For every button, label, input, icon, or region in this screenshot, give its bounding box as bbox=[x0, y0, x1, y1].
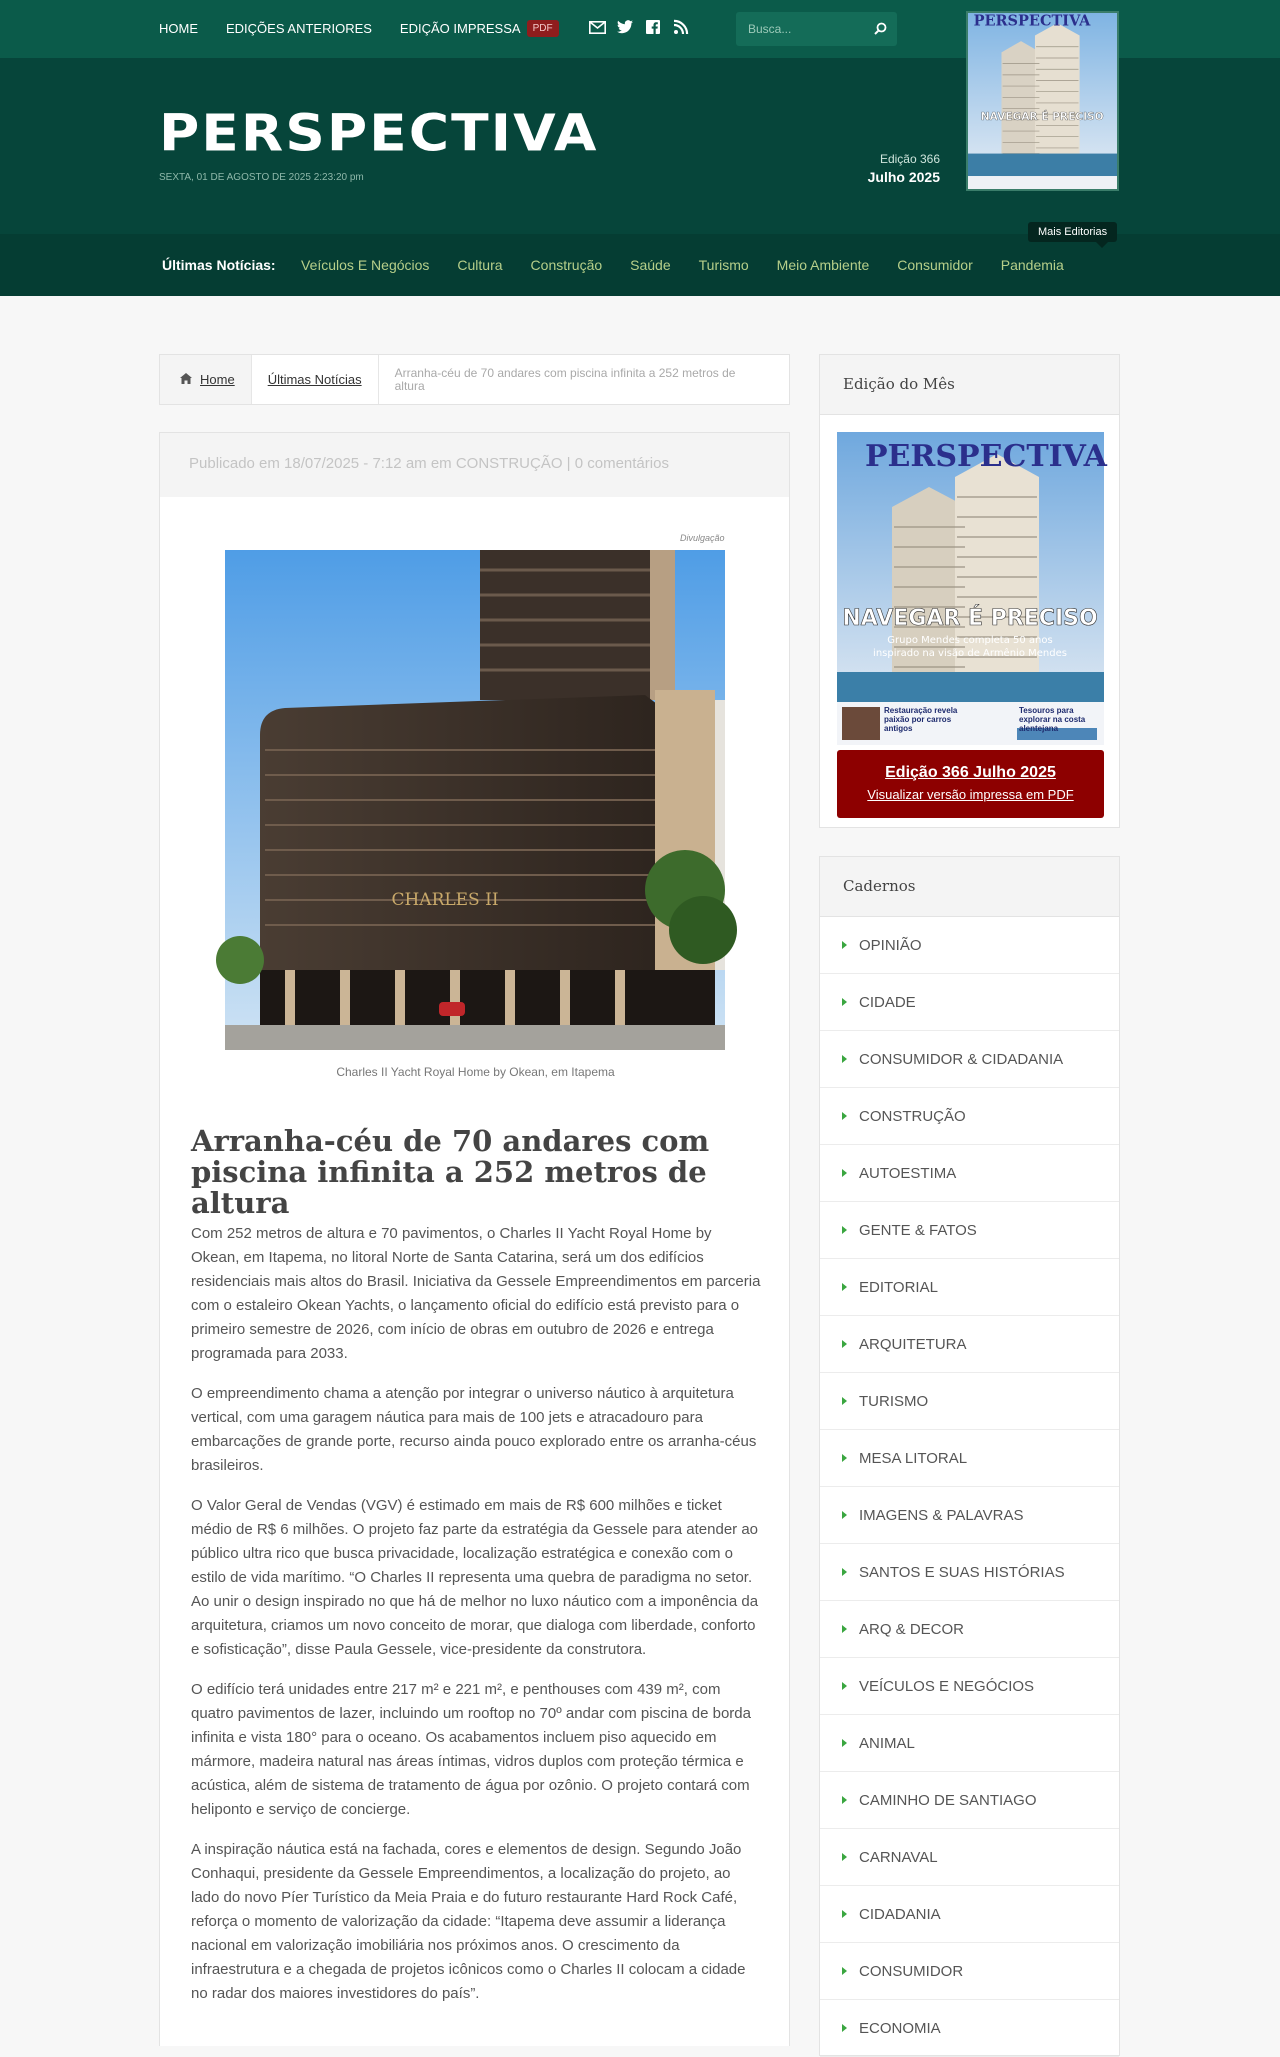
section-link[interactable] bbox=[820, 974, 1119, 1031]
section-link-label: ARQUITETURA bbox=[859, 1335, 967, 1353]
arrow-right-icon bbox=[842, 1055, 847, 1063]
cover-thumb-headline: NAVEGAR É PRECISO bbox=[980, 109, 1104, 123]
latest-news-bar bbox=[0, 234, 1280, 296]
section-link[interactable] bbox=[820, 1715, 1119, 1772]
cover-thumb-masthead: PERSPECTIVA bbox=[973, 12, 1091, 30]
cover-subline-1: Grupo Mendes completa 50 anos bbox=[887, 635, 1053, 646]
category-links bbox=[301, 257, 1092, 273]
section-link-label: GENTE & FATOS bbox=[859, 1221, 977, 1239]
section-link[interactable] bbox=[820, 1259, 1119, 1316]
section-link-label: CAMINHO DE SANTIAGO bbox=[859, 1791, 1037, 1809]
view-pdf-button[interactable] bbox=[837, 750, 1104, 818]
section-link[interactable] bbox=[820, 1088, 1119, 1145]
section-link-label: CONSUMIDOR & CIDADANIA bbox=[859, 1050, 1064, 1068]
section-link[interactable] bbox=[820, 1829, 1119, 1886]
section-link-label: MESA LITORAL bbox=[859, 1449, 968, 1467]
edition-number: Edição 366 bbox=[879, 152, 940, 166]
arrow-right-icon bbox=[842, 998, 847, 1006]
category-link[interactable]: Veículos E Negócios bbox=[301, 257, 430, 273]
arrow-right-icon bbox=[842, 1340, 847, 1348]
image-caption: Charles II Yacht Royal Home by Okean, em Itapema bbox=[336, 1065, 615, 1079]
top-nav bbox=[159, 20, 559, 37]
section-link[interactable] bbox=[820, 1145, 1119, 1202]
section-link[interactable] bbox=[820, 2000, 1119, 2057]
category-link[interactable]: Consumidor bbox=[897, 257, 973, 273]
category-link[interactable]: Meio Ambiente bbox=[776, 257, 870, 273]
section-link-label: OPINIÃO bbox=[859, 936, 922, 954]
rss-icon[interactable] bbox=[672, 18, 690, 36]
section-link[interactable] bbox=[820, 917, 1119, 974]
section-link-label: ECONOMIA bbox=[859, 2019, 941, 2037]
section-link[interactable] bbox=[820, 1544, 1119, 1601]
arrow-right-icon bbox=[842, 941, 847, 949]
arrow-right-icon bbox=[842, 1910, 847, 1918]
mail-icon[interactable] bbox=[588, 18, 606, 36]
photo-credit: Divulgação bbox=[680, 533, 725, 543]
arrow-right-icon bbox=[842, 1967, 847, 1975]
section-link[interactable] bbox=[820, 1943, 1119, 2000]
breadcrumb bbox=[159, 354, 790, 405]
widget-title: Cadernos bbox=[820, 857, 1119, 917]
category-link[interactable]: Construção bbox=[530, 257, 603, 273]
arrow-right-icon bbox=[842, 1739, 847, 1747]
article-meta: Publicado em 18/07/2025 - 7:12 am em CONSTRUÇÃO | 0 comentários bbox=[160, 433, 789, 497]
breadcrumb-home[interactable] bbox=[160, 355, 252, 404]
latest-news-label: Últimas Notícias: bbox=[162, 257, 276, 273]
edition-of-month-widget bbox=[819, 354, 1120, 828]
breadcrumb-current: Arranha-céu de 70 andares com piscina infinita a 252 metros de altura bbox=[394, 365, 736, 393]
category-link[interactable]: Cultura bbox=[457, 257, 503, 273]
breadcrumb-home-label: Home bbox=[200, 372, 235, 387]
article-hero-image[interactable] bbox=[225, 550, 725, 1050]
arrow-right-icon bbox=[842, 1796, 847, 1804]
nav-home[interactable]: HOME bbox=[159, 21, 198, 36]
view-pdf-button-subtitle: Visualizar versão impressa em PDF bbox=[867, 787, 1074, 802]
more-sections-tooltip[interactable]: Mais Editorias bbox=[1028, 222, 1117, 242]
magazine-cover-thumbnail[interactable] bbox=[966, 11, 1119, 191]
section-link[interactable] bbox=[820, 1487, 1119, 1544]
section-link[interactable] bbox=[820, 1202, 1119, 1259]
cover-headline: NAVEGAR É PRECISO bbox=[842, 606, 1098, 631]
view-pdf-button-title: Edição 366 Julho 2025 bbox=[885, 764, 1056, 781]
search-input[interactable] bbox=[736, 12, 856, 46]
category-link[interactable]: Pandemia bbox=[1000, 257, 1064, 273]
section-link-label: AUTOESTIMA bbox=[859, 1164, 957, 1182]
section-link[interactable] bbox=[820, 1031, 1119, 1088]
pdf-badge: PDF bbox=[527, 20, 559, 37]
cover-subline-2: inspirado na visão de Armênio Mendes bbox=[873, 648, 1067, 659]
article-paragraph: O Valor Geral de Vendas (VGV) é estimado em mais de R$ 600 milhões e ticket médio de R$ 6 milhões. O projeto faz parte da estratégia da Gessele para atender ao público ultra rico que busca privacidade, localização estratégica e conexão com o estilo de vida marítimo. “O Charles II representa uma quebra de paradigma no setor. Ao unir o design inspirado no que há de melhor no luxo náutico com a imponência da arquitetura, criamos um novo conceito de morar, que dialoga com liberdade, conforto e sofisticação”, disse Paula Gessele, vice-presidente da construtora. bbox=[191, 1497, 759, 1658]
section-link-label: SANTOS E SUAS HISTÓRIAS bbox=[859, 1563, 1065, 1581]
section-link[interactable] bbox=[820, 1658, 1119, 1715]
current-date: SEXTA, 01 DE AGOSTO DE 2025 2:23:20 pm bbox=[159, 172, 364, 183]
edition-month: Julho 2025 bbox=[867, 169, 940, 185]
section-link-label: CARNAVAL bbox=[859, 1848, 938, 1866]
twitter-icon[interactable] bbox=[616, 18, 634, 36]
search-icon[interactable] bbox=[874, 22, 887, 40]
arrow-right-icon bbox=[842, 1511, 847, 1519]
nav-edicao-impressa[interactable] bbox=[400, 20, 559, 37]
section-link[interactable] bbox=[820, 1772, 1119, 1829]
section-link-label: CONSTRUÇÃO bbox=[859, 1107, 966, 1125]
section-link-label: TURISMO bbox=[859, 1392, 929, 1410]
category-link[interactable]: Saúde bbox=[630, 257, 671, 273]
article-paragraph: A inspiração náutica está na fachada, cores e elementos de design. Segundo João Conhaqui, presidente da Gessele Empreendimentos, a localização do projeto, ao lado do novo Píer Turístico da Meia Praia e do futuro restaurante Hard Rock Café, reforça o momento de valorização da cidade: “Itapema deve assumir a liderança nacional em valorização imobiliária nos próximos anos. O crescimento da infraestrutura e a chegada de projetos icônicos como o Charles II colocam a cidade no radar dos maiores investidores do país”. bbox=[191, 1841, 746, 2002]
nav-edicoes-anteriores[interactable]: EDIÇÕES ANTERIORES bbox=[226, 21, 372, 36]
article bbox=[159, 432, 790, 2046]
sections-list bbox=[820, 917, 1119, 2057]
site-header bbox=[0, 0, 1280, 234]
section-link-label: ANIMAL bbox=[859, 1734, 915, 1752]
nav-edicao-impressa-label: EDIÇÃO IMPRESSA bbox=[399, 21, 521, 36]
section-link-label: IMAGENS & PALAVRAS bbox=[859, 1506, 1024, 1524]
cover-story-left: Restauração revela paixão por carros antigos bbox=[884, 706, 958, 733]
arrow-right-icon bbox=[842, 1112, 847, 1120]
section-link-label: CIDADE bbox=[859, 993, 916, 1011]
section-link-label: VEÍCULOS E NEGÓCIOS bbox=[859, 1677, 1035, 1695]
arrow-right-icon bbox=[842, 1226, 847, 1234]
arrow-right-icon bbox=[842, 1625, 847, 1633]
section-link[interactable] bbox=[820, 1373, 1119, 1430]
arrow-right-icon bbox=[842, 1454, 847, 1462]
section-link[interactable] bbox=[820, 1316, 1119, 1373]
arrow-right-icon bbox=[842, 1682, 847, 1690]
cover-story-right: Tesouros para explorar na costa alentejana bbox=[1019, 706, 1086, 733]
arrow-right-icon bbox=[842, 1853, 847, 1861]
search-box bbox=[736, 12, 897, 46]
site-logo[interactable]: PERSPECTIVA bbox=[159, 103, 599, 163]
section-link-label: CONSUMIDOR bbox=[859, 1962, 964, 1980]
arrow-right-icon bbox=[842, 2024, 847, 2032]
social-links bbox=[588, 18, 690, 36]
magazine-cover[interactable] bbox=[837, 432, 1107, 745]
article-paragraph: O edifício terá unidades entre 217 m² e 221 m², e penthouses com 439 m², com quatro pavimentos de lazer, incluindo um rooftop no 70º andar com piscina de borda infinita e vista 180° para o oceano. Os acabamentos incluem piso aquecido em mármore, madeira natural nas áreas íntimas, vidros duplos com proteção térmica e acústica, além de sistema de tratamento de água por ozônio. O projeto contará com heliponto e serviço de concierge. bbox=[191, 1681, 751, 1818]
edition-info bbox=[820, 152, 940, 185]
section-link-label: ARQ & DECOR bbox=[859, 1620, 965, 1638]
article-body bbox=[191, 1222, 763, 2022]
cover-masthead: PERSPECTIVA bbox=[865, 439, 1107, 474]
section-link-label: EDITORIAL bbox=[859, 1278, 938, 1296]
section-link[interactable] bbox=[820, 1430, 1119, 1487]
arrow-right-icon bbox=[842, 1169, 847, 1177]
category-link[interactable]: Turismo bbox=[698, 257, 749, 273]
section-link[interactable] bbox=[820, 1886, 1119, 1943]
arrow-right-icon bbox=[842, 1568, 847, 1576]
building-sign: CHARLES II bbox=[391, 890, 499, 910]
arrow-right-icon bbox=[842, 1397, 847, 1405]
breadcrumb-section[interactable]: Últimas Notícias bbox=[252, 355, 379, 404]
section-link[interactable] bbox=[820, 1601, 1119, 1658]
article-title: Arranha-céu de 70 andares com piscina infinita a 252 metros de altura bbox=[191, 1124, 710, 1220]
sections-widget bbox=[819, 856, 1120, 2056]
arrow-right-icon bbox=[842, 1283, 847, 1291]
facebook-icon[interactable] bbox=[644, 18, 662, 36]
widget-title: Edição do Mês bbox=[820, 355, 1119, 415]
section-link-label: CIDADANIA bbox=[859, 1905, 941, 1923]
article-paragraph: O empreendimento chama a atenção por integrar o universo náutico à arquitetura vertical, com uma garagem náutica para mais de 100 jets e atracadouro para embarcações de grande porte, recurso ainda pouco explorado entre os arranha-céus brasileiros. bbox=[191, 1385, 757, 1474]
article-paragraph: Com 252 metros de altura e 70 pavimentos, o Charles II Yacht Royal Home by Okean, em Itapema, no litoral Norte de Santa Catarina, será um dos edifícios residenciais mais altos do Brasil. Iniciativa da Gessele Empreendimentos em parceria com o estaleiro Okean Yachts, o lançamento oficial do edifício está previsto para o primeiro semestre de 2026, com início de obras em outubro de 2026 e entrega programada para 2033. bbox=[191, 1225, 761, 1362]
home-icon bbox=[180, 372, 192, 387]
